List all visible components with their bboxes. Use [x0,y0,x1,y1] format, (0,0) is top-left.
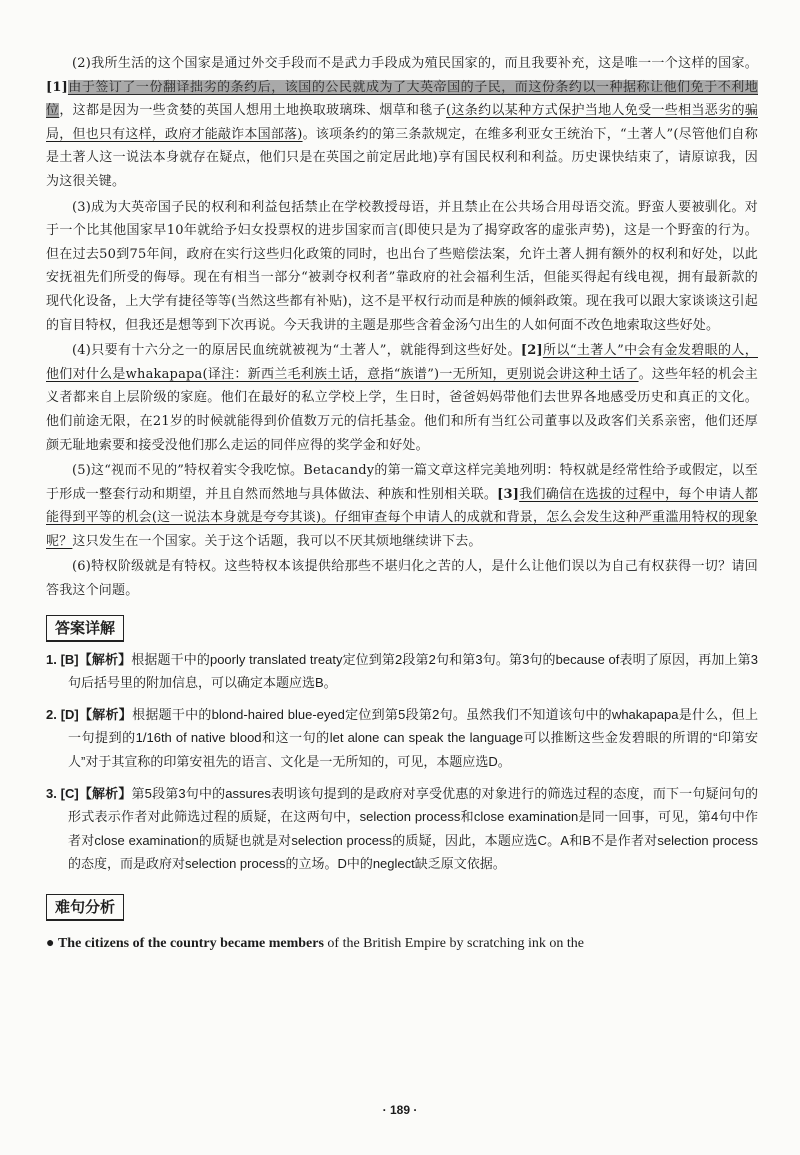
bullet-text: of the British Empire by scratching ink on the [323,936,585,951]
answer-text: 根据题干中的poorly translated treaty定位到第2段第2句和第3句。第3句的because of表明了原因，再加上第3句后括号里的附加信息，可以确定本题应选B。 [68,651,758,691]
answer-label: 【解析】 [78,706,133,722]
answer-text: 第5段第3句中的assures表明该句提到的是政府对享受优惠的对象进行的筛选过程的态度，而下一句疑问句的形式表示作者对此筛选过程的质疑，在这两句中，selection process和close examination是同一回事，可见，第4句中作者对close examination的质疑也就是对selection process的质疑，因此，本题应选C。A和B不是作者对selection process的态度，而是政府对selection process的立场。D中的neglect缺乏原文依据。 [68,785,758,872]
p2-text-b: ，这都是因为一些贪婪的英国人想用土地换取玻璃珠、烟草和毯子 [59,103,447,119]
p4-underline: 所以“土著人”中会有金发碧眼的人，他们对什么是whakapapa(译注：新西兰毛利族土话，意指“族谱”)一无所知，更别说会讲这种土话了 [46,343,758,382]
p2-marker: [1] [46,79,68,95]
answer-number: 2. [46,706,57,722]
paragraph-4 [46,339,758,457]
paragraph-3 [46,196,758,338]
answer-key: [C] [60,785,79,801]
answer-key: [B] [60,651,79,667]
p4-text-a: (4)只要有十六分之一的原居民血统就被视为“土著人”，就能得到这些好处。 [72,343,521,359]
bullet-dot-icon: ● [46,936,55,951]
paragraph-5 [46,459,758,553]
p4-marker: [2] [520,343,543,359]
answer-item-2 [46,703,758,774]
p2-text-a: (2)我所生活的这个国家是通过外交手段而不是武力手段成为殖民国家的，而且我要补充，这是唯一一个这样的国家。 [72,56,758,71]
p6-text: (6)特权阶级就是有特权。这些特权本该提供给那些不堪归化之苦的人，是什么让他们误以为自己有权获得一切？请回答我这个问题。 [46,559,758,599]
answer-number: 1. [46,651,57,667]
paragraph-6 [46,555,758,602]
p5-marker: [3] [497,486,520,502]
p5-text-b: 这只发生在一个国家。关于这个话题，我可以不厌其烦地继续讲下去。 [72,533,482,549]
answer-item-1 [46,648,758,695]
p5-text-a: (5)这“视而不见的”特权着实令我吃惊。Betacandy的第一篇文章这样完美地列明：特权就是经常性给予或假定，以至于形成一整套行动和期望，并且自然而然地与具体做法、种族和性别相关联。 [46,463,758,502]
answer-label: 【解析】 [78,651,132,667]
p2-text-c: 。该项条约的第三条款规定，在维多利亚女王统治下，“土著人”(尽管他们自称是土著人这一说法本身就存在疑点，他们只是在英国之前定居此地)享有国民权利和利益。历史课快结束了，请原谅我，因为这很关键。 [46,126,758,189]
answer-item-3 [46,782,758,876]
p3-text: (3)成为大英帝国子民的权利和利益包括禁止在学校教授母语，并且禁止在公共场合用母语交流。野蛮人要被驯化。对于一个比其他国家早10年就给予妇女投票权的进步国家而言(即使只是为了揭穿政客的虚张声势)，这是一个野蛮的行为。但在过去50到75年间，政府在实行这些归化政策的同时，也出台了些赔偿法案，允许土著人拥有额外的权利和好处，以此安抚祖先们所受的侮辱。现在有相当一部分“被剥夺权利者”靠政府的社会福利生活，但能买得起有线电视，拥有最新款的现代化设备，上大学有捷径等等(当然这些都有补贴)，这不是平权行动而是种族的倾斜政策。现在我可以跟大家谈谈这引起的盲目特权，但我还是想等到下次再说。今天我讲的主题是那些含着金汤勺出生的人如何面不改色地索取这些好处。 [46,199,758,333]
p2-highlight: 由于签订了一份翻译拙劣的条约后，该国的公民就成为了大英帝国的子民，而这份条约以一种据称让他们免于不利地位 [46,79,758,119]
analysis-bullet [46,933,758,955]
analysis-heading: 难句分析 [46,894,124,921]
answer-label: 【解析】 [78,785,132,801]
p5-underline: 我们确信在选拔的过程中，每个申请人都能得到平等的机会(这一说法本身就是夸夸其谈)。仔细审查每个申请人的成就和背景，怎么会发生这种严重滥用特权的现象呢？ [46,486,758,549]
answers-heading: 答案详解 [46,615,124,642]
answer-key: [D] [60,706,79,722]
answer-number: 3. [46,785,57,801]
answer-text: 根据题干中的blond-haired blue-eyed定位到第5段第2句。虽然我们不知道该句中的whakapapa是什么，但上一句提到的1/16th of native blood和这一句的let alone can speak the language可以推断这些金发碧眼的所谓的“印第安人”对于其宣称的印第安祖先的语言、文化是一无所知的，可见，本题应选D。 [68,706,758,770]
p4-text-b: 。这些年轻的机会主义者都来自上层阶级的家庭。他们在最好的私立学校上学，生日时，爸爸妈妈带他们去世界各地感受历史和真正的文化。他们前途无限，在21岁的时候就能得到价值数万元的信托基金。他们和所有当红公司董事以及政客们关系亲密，他们还厚颜无耻地索要和接受没他们那么走运的同伴应得的奖学金和好处。 [46,366,758,453]
paragraph-2 [46,52,758,194]
p2-underline: (这条约以某种方式保护当地人免受一些相当恶劣的骗局，但也只有这样，政府才能敲诈本国部落) [46,103,759,142]
page-number: · 189 · [382,1103,418,1117]
bullet-bold-text: The citizens of the country became members [57,936,324,951]
page-content [46,52,758,955]
